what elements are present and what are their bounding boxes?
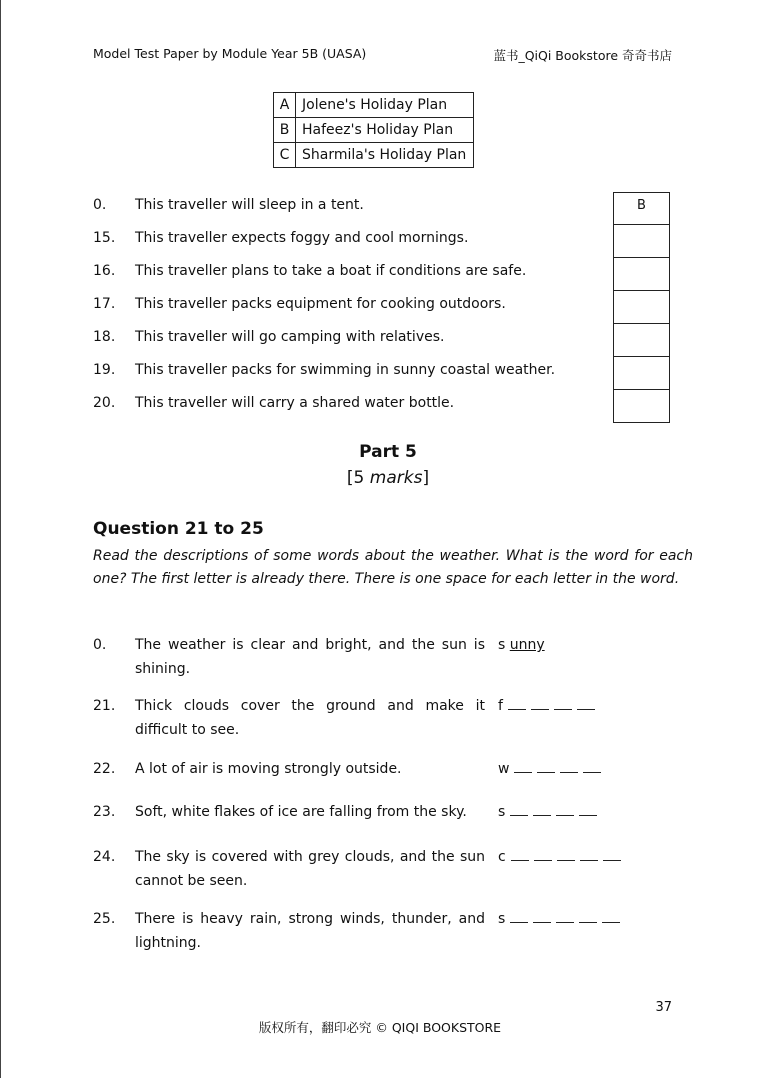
word-item-description: The sky is covered with grey clouds, and the sun cannot be seen. [135,849,485,889]
letter-blank[interactable] [580,845,598,861]
question-text: This traveller packs equipment for cooking outdoors. [135,296,506,312]
letter-blank[interactable] [534,845,552,861]
letter-blank[interactable] [531,694,549,710]
letter-blank[interactable] [577,694,595,710]
first-letter: s [498,911,506,927]
word-answer[interactable] [498,845,621,869]
answer-box[interactable] [613,225,670,258]
word-item-number: 21. [93,698,116,714]
first-letter: s [498,804,506,820]
letter-blank[interactable] [556,800,574,816]
word-answer[interactable] [498,694,595,718]
marks-value: 5 [353,468,365,488]
plan-name: Jolene's Holiday Plan [296,93,474,118]
table-row [274,93,474,118]
word-item-description: A lot of air is moving strongly outside. [135,761,402,777]
word-answer[interactable] [498,757,601,781]
list-item [93,357,673,390]
letter-blanks [505,911,620,927]
letter-blank[interactable] [556,907,574,923]
letter-blank[interactable] [537,757,555,773]
answer-box[interactable] [613,324,670,357]
holiday-plans-table [273,92,474,168]
first-letter: c [498,849,506,865]
question-number: 19. [93,362,116,378]
question-number: 15. [93,230,116,246]
plan-name: Sharmila's Holiday Plan [296,143,474,168]
word-item-description: The weather is clear and bright, and the sun is shining. [135,637,485,677]
word-answer[interactable] [498,633,545,657]
answer-box[interactable]: B [613,192,670,225]
question-instructions: Read the descriptions of some words about the weather. What is the word for each one? The first letter is already there. There is one space for each letter in the word. [93,548,693,587]
word-item-number: 22. [93,761,116,777]
answer-box[interactable] [613,291,670,324]
word-item-number: 24. [93,849,116,865]
answer-box[interactable] [613,390,670,423]
word-item-number: 25. [93,911,116,927]
letter-blank[interactable] [508,694,526,710]
question-text: This traveller plans to take a boat if conditions are safe. [135,263,527,279]
page-left-border [0,0,1,1078]
word-item-description: Soft, white flakes of ice are falling from the sky. [135,804,467,820]
list-item [93,225,673,258]
letter-blanks [505,804,597,820]
word-item-number: 0. [93,637,107,653]
question-text: This traveller will carry a shared water bottle. [135,395,455,411]
answer-box[interactable] [613,258,670,291]
letter-blank[interactable] [533,907,551,923]
part-marks [0,468,760,488]
plan-letter: C [274,143,296,168]
table-row [274,118,474,143]
matching-questions [93,192,673,423]
letter-blank[interactable] [557,845,575,861]
question-text: This traveller will sleep in a tent. [135,197,364,213]
letter-blank[interactable] [533,800,551,816]
letter-blank[interactable] [603,845,621,861]
letter-blanks [503,698,595,714]
marks-word: marks [369,468,423,488]
letter-blank[interactable] [602,907,620,923]
letter-blank[interactable] [583,757,601,773]
word-answer[interactable] [498,907,620,931]
question-text: This traveller packs for swimming in sunny coastal weather. [135,362,556,378]
question-number: 18. [93,329,116,345]
page-number: 37 [655,1000,672,1015]
question-text: This traveller expects foggy and cool mornings. [135,230,469,246]
question-number: 20. [93,395,116,411]
letter-blank[interactable] [511,845,529,861]
marks-close-bracket: ] [422,468,430,488]
question-heading: Question 21 to 25 [93,519,264,539]
list-item [93,258,673,291]
letter-blank[interactable] [579,800,597,816]
first-letter: w [498,761,510,777]
header-title: Model Test Paper by Module Year 5B (UASA) [93,46,367,61]
example-answer: unny [509,637,545,653]
plan-name: Hafeez's Holiday Plan [296,118,474,143]
table-row [274,143,474,168]
letter-blanks [509,761,601,777]
question-number: 0. [93,197,107,213]
letter-blank[interactable] [579,907,597,923]
letter-blank[interactable] [514,757,532,773]
letter-blank[interactable] [510,800,528,816]
first-letter: f [498,698,503,714]
letter-blanks [506,849,621,865]
word-item-description: There is heavy rain, strong winds, thunder, and lightning. [135,911,485,951]
word-item-number: 23. [93,804,116,820]
question-text: This traveller will go camping with relatives. [135,329,445,345]
first-letter: s [498,637,506,653]
marks-open-bracket: [ [346,468,354,488]
plan-letter: B [274,118,296,143]
copyright-footer: 版权所有，翻印必究 © QIQI BOOKSTORE [258,1020,502,1035]
letter-blank[interactable] [554,694,572,710]
word-answer[interactable] [498,800,597,824]
list-item [93,192,673,225]
question-number: 16. [93,263,116,279]
list-item [93,324,673,357]
plan-letter: A [274,93,296,118]
question-number: 17. [93,296,116,312]
list-item [93,390,673,423]
letter-blank[interactable] [560,757,578,773]
answer-boxes [613,192,670,423]
answer-box[interactable] [613,357,670,390]
word-item-description: Thick clouds cover the ground and make it difficult to see. [135,698,485,738]
header-publisher: 蓝书_QiQi Bookstore 奇奇书店 [493,48,672,63]
letter-blank[interactable] [510,907,528,923]
list-item [93,291,673,324]
part-title: Part 5 [359,442,417,462]
